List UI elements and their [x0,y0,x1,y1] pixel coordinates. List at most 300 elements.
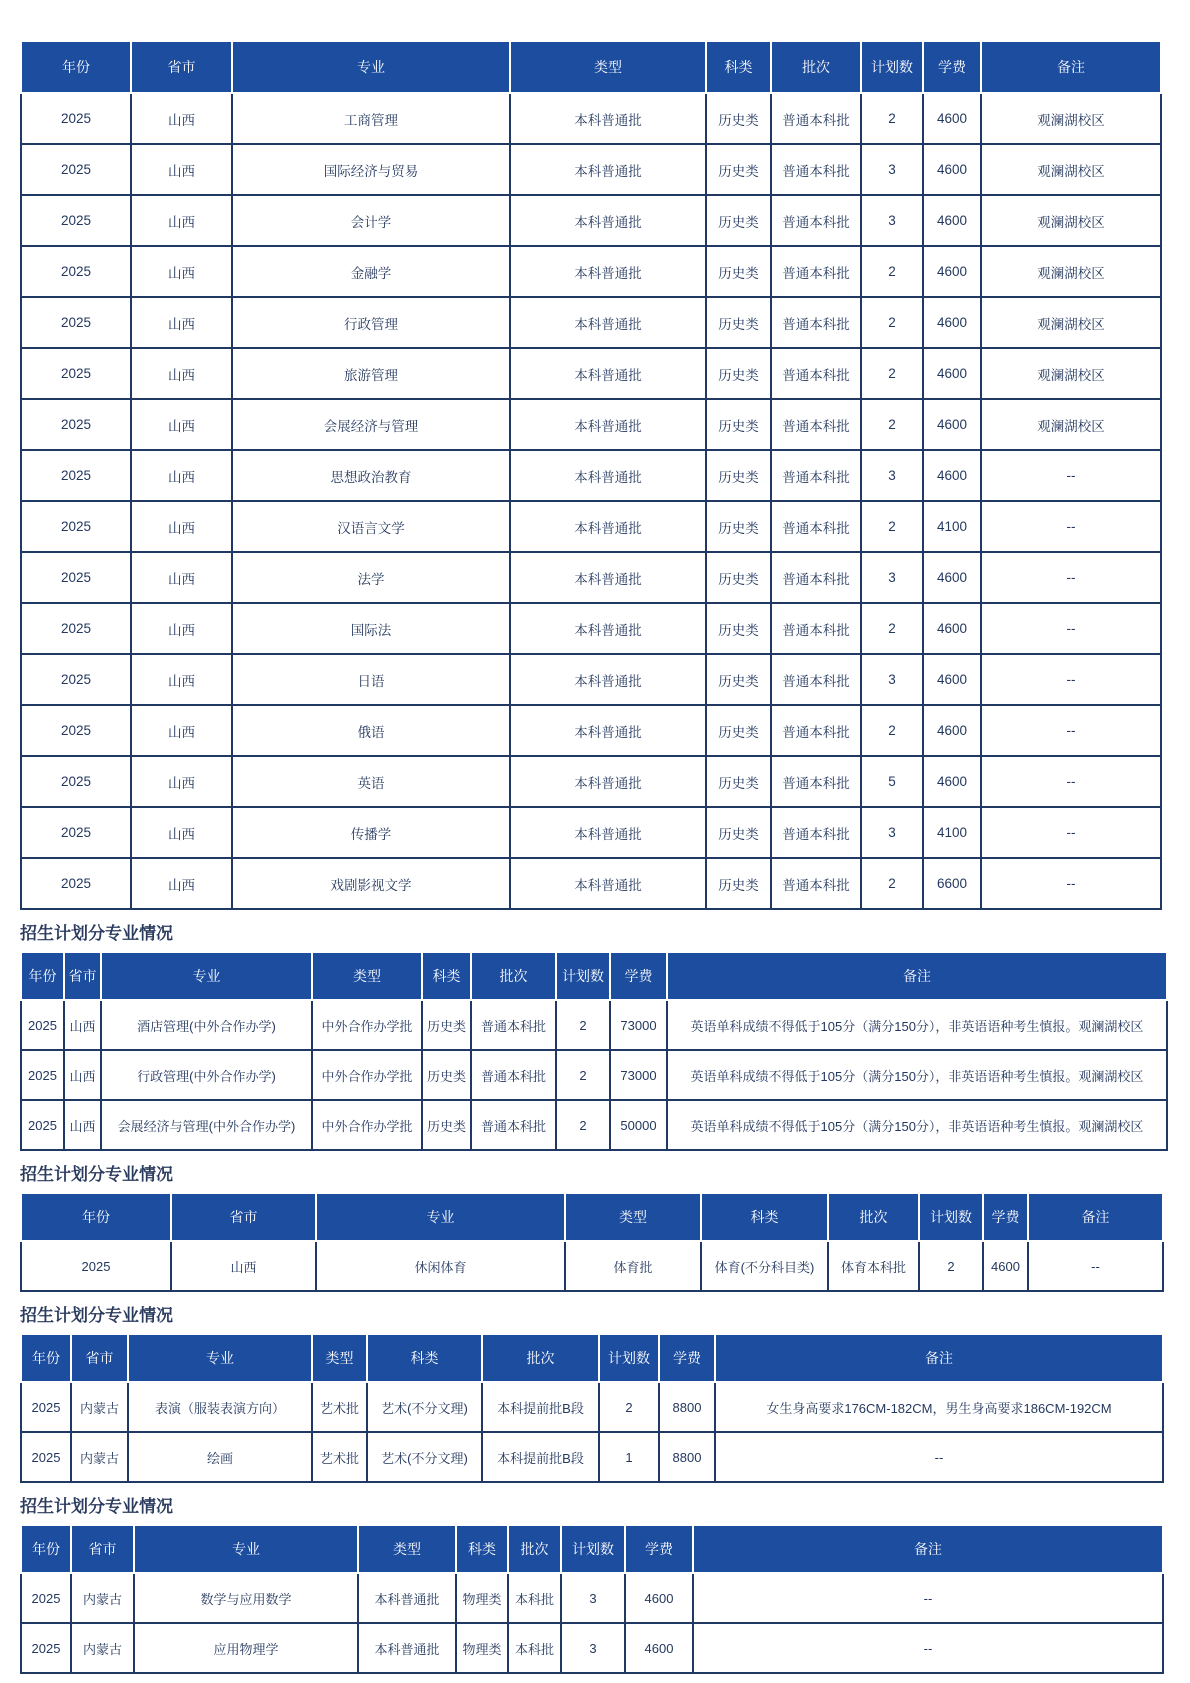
cell: 内蒙古 [71,1623,134,1673]
admission-plan-section-3 [20,1164,1190,1292]
cell: 中外合作办学批 [312,1100,422,1150]
cell: 内蒙古 [71,1573,134,1623]
cell: 历史类 [706,195,771,246]
cell: 4600 [923,93,981,144]
cell: 2025 [21,501,131,552]
column-header: 备注 [1028,1193,1163,1241]
column-header: 科类 [367,1334,482,1382]
cell: 戏剧影视文学 [232,858,510,909]
column-header: 批次 [482,1334,599,1382]
cell: 2025 [21,1050,64,1100]
cell: 普通本科批 [771,756,861,807]
admission-plan-table-sino-foreign [20,951,1168,1151]
cell: 本科普通批 [510,144,706,195]
column-header: 年份 [21,952,64,1000]
cell: 2025 [21,858,131,909]
column-header: 备注 [693,1525,1163,1573]
cell: 行政管理(中外合作办学) [101,1050,312,1100]
cell: 2025 [21,297,131,348]
table-row [21,348,1161,399]
cell: 2025 [21,1382,71,1432]
column-header: 批次 [771,41,861,93]
cell: 观澜湖校区 [981,399,1161,450]
cell: 历史类 [706,450,771,501]
section-title: 招生计划分专业情况 [20,924,173,943]
cell: 思想政治教育 [232,450,510,501]
cell: 普通本科批 [771,195,861,246]
cell: 2025 [21,756,131,807]
column-header: 科类 [706,41,771,93]
cell: 酒店管理(中外合作办学) [101,1000,312,1050]
cell: -- [981,603,1161,654]
cell: -- [981,705,1161,756]
table-row [21,1050,1167,1100]
cell: 2 [861,246,923,297]
table-row [21,603,1161,654]
column-header: 类型 [312,952,422,1000]
cell: 山西 [131,297,232,348]
cell: 历史类 [706,297,771,348]
cell: 2 [861,399,923,450]
cell: 4600 [923,552,981,603]
header-row [21,1525,1163,1573]
column-header: 学费 [610,952,667,1000]
cell: 会展经济与管理 [232,399,510,450]
cell: 中外合作办学批 [312,1050,422,1100]
cell: 中外合作办学批 [312,1000,422,1050]
cell: 3 [861,807,923,858]
cell: -- [693,1623,1163,1673]
cell: 3 [861,654,923,705]
cell: 观澜湖校区 [981,93,1161,144]
cell: 汉语言文学 [232,501,510,552]
cell: 普通本科批 [771,705,861,756]
cell: 2 [556,1000,610,1050]
cell: 历史类 [706,756,771,807]
cell: 4600 [983,1241,1028,1291]
column-header: 计划数 [599,1334,659,1382]
cell: 艺术批 [312,1432,367,1482]
cell: 普通本科批 [771,654,861,705]
cell: 山西 [171,1241,316,1291]
cell: 物理类 [456,1623,508,1673]
cell: 山西 [64,1100,101,1150]
cell: 本科普通批 [510,399,706,450]
cell: 4600 [923,654,981,705]
cell: 英语 [232,756,510,807]
cell: 2025 [21,399,131,450]
header-row [21,41,1161,93]
column-header: 计划数 [861,41,923,93]
cell: 历史类 [706,654,771,705]
cell: 本科普通批 [510,297,706,348]
column-header: 学费 [983,1193,1028,1241]
column-header: 省市 [171,1193,316,1241]
column-header: 学费 [659,1334,715,1382]
column-header: 批次 [828,1193,919,1241]
cell: -- [981,807,1161,858]
admission-plan-section-2 [20,923,1190,1151]
cell: 普通本科批 [771,450,861,501]
cell: 2 [861,348,923,399]
cell: 表演（服装表演方向） [128,1382,312,1432]
cell: 历史类 [706,603,771,654]
table-row [21,1000,1167,1050]
cell: -- [693,1573,1163,1623]
cell: 山西 [131,399,232,450]
cell: 艺术(不分文理) [367,1432,482,1482]
cell: 内蒙古 [71,1382,128,1432]
cell: 普通本科批 [771,552,861,603]
cell: 英语单科成绩不得低于105分（满分150分），非英语语种考生慎报。观澜湖校区 [667,1100,1167,1150]
cell: 2025 [21,705,131,756]
header-row [21,952,1167,1000]
cell: 山西 [131,858,232,909]
cell: 2025 [21,450,131,501]
cell: -- [981,552,1161,603]
cell: 本科普通批 [358,1573,456,1623]
table-row [21,1623,1163,1673]
cell: 2 [861,603,923,654]
cell: 本科普通批 [510,450,706,501]
cell: 观澜湖校区 [981,144,1161,195]
section-title: 招生计划分专业情况 [20,1497,173,1516]
table-row [21,1100,1167,1150]
table-row [21,1382,1163,1432]
cell: 普通本科批 [471,1000,556,1050]
cell: 4600 [923,705,981,756]
cell: 观澜湖校区 [981,195,1161,246]
cell: 50000 [610,1100,667,1150]
column-header: 备注 [667,952,1167,1000]
cell: 山西 [131,195,232,246]
cell: 历史类 [422,1100,471,1150]
cell: 体育批 [565,1241,701,1291]
cell: 2 [861,705,923,756]
cell: 历史类 [422,1000,471,1050]
admission-plan-table-arts [20,1333,1164,1483]
cell: 8800 [659,1432,715,1482]
admission-plan-section-1 [20,40,1190,910]
cell: 物理类 [456,1573,508,1623]
cell: 本科批 [508,1623,561,1673]
cell: 本科普通批 [510,348,706,399]
cell: 山西 [131,144,232,195]
cell: 山西 [64,1050,101,1100]
cell: 8800 [659,1382,715,1432]
table-row [21,1432,1163,1482]
column-header: 年份 [21,1334,71,1382]
column-header: 类型 [312,1334,367,1382]
cell: 金融学 [232,246,510,297]
column-header: 年份 [21,1193,171,1241]
column-header: 学费 [625,1525,693,1573]
cell: 2025 [21,552,131,603]
cell: 女生身高要求176CM-182CM，男生身高要求186CM-192CM [715,1382,1163,1432]
cell: 普通本科批 [771,348,861,399]
cell: -- [981,858,1161,909]
cell: 2025 [21,603,131,654]
cell: 工商管理 [232,93,510,144]
cell: 2025 [21,807,131,858]
cell: 4100 [923,501,981,552]
cell: 山西 [131,756,232,807]
cell: 会计学 [232,195,510,246]
cell: 山西 [131,93,232,144]
cell: 4600 [923,297,981,348]
cell: 2025 [21,654,131,705]
cell: 普通本科批 [771,807,861,858]
cell: 行政管理 [232,297,510,348]
cell: 2025 [21,348,131,399]
cell: 英语单科成绩不得低于105分（满分150分），非英语语种考生慎报。观澜湖校区 [667,1050,1167,1100]
cell: 本科提前批B段 [482,1432,599,1482]
cell: 2025 [21,1100,64,1150]
cell: 山西 [131,450,232,501]
column-header: 计划数 [556,952,610,1000]
table-row [21,93,1161,144]
cell: 1 [599,1432,659,1482]
cell: 普通本科批 [771,144,861,195]
cell: 3 [861,552,923,603]
column-header: 科类 [422,952,471,1000]
cell: 本科普通批 [510,93,706,144]
section-title: 招生计划分专业情况 [20,1306,173,1325]
cell: 观澜湖校区 [981,246,1161,297]
cell: 2025 [21,246,131,297]
column-header: 省市 [64,952,101,1000]
cell: 日语 [232,654,510,705]
cell: 体育(不分科目类) [701,1241,828,1291]
cell: 普通本科批 [771,246,861,297]
table-row [21,552,1161,603]
cell: 4600 [923,348,981,399]
cell: 本科普通批 [510,603,706,654]
cell: 普通本科批 [471,1100,556,1150]
cell: 2025 [21,1623,71,1673]
cell: 历史类 [706,348,771,399]
table-row [21,144,1161,195]
table-row [21,195,1161,246]
cell: 山西 [64,1000,101,1050]
cell: 普通本科批 [771,603,861,654]
cell: -- [1028,1241,1163,1291]
cell: 2 [599,1382,659,1432]
cell: 山西 [131,807,232,858]
cell: 2025 [21,195,131,246]
cell: 旅游管理 [232,348,510,399]
cell: 本科普通批 [510,705,706,756]
cell: 英语单科成绩不得低于105分（满分150分），非英语语种考生慎报。观澜湖校区 [667,1000,1167,1050]
cell: 2025 [21,1000,64,1050]
cell: 2 [861,93,923,144]
cell: 本科普通批 [510,756,706,807]
cell: -- [981,756,1161,807]
admission-plan-table-sports [20,1192,1164,1292]
cell: 山西 [131,246,232,297]
cell: 4600 [923,603,981,654]
cell: 4600 [923,450,981,501]
cell: 普通本科批 [771,297,861,348]
cell: 4600 [923,246,981,297]
cell: 历史类 [706,858,771,909]
cell: 2025 [21,1241,171,1291]
cell: 历史类 [706,807,771,858]
cell: 本科批 [508,1573,561,1623]
cell: -- [981,654,1161,705]
cell: -- [715,1432,1163,1482]
column-header: 科类 [701,1193,828,1241]
column-header: 年份 [21,1525,71,1573]
table-row [21,399,1161,450]
table-row [21,807,1161,858]
cell: 国际法 [232,603,510,654]
column-header: 类型 [510,41,706,93]
cell: -- [981,501,1161,552]
cell: 本科普通批 [510,858,706,909]
table-row [21,756,1161,807]
cell: 体育本科批 [828,1241,919,1291]
cell: 休闲体育 [316,1241,565,1291]
cell: 普通本科批 [471,1050,556,1100]
cell: 73000 [610,1000,667,1050]
cell: 本科普通批 [510,807,706,858]
cell: 传播学 [232,807,510,858]
cell: 普通本科批 [771,399,861,450]
table-row [21,1241,1163,1291]
cell: 俄语 [232,705,510,756]
cell: 山西 [131,501,232,552]
cell: 2 [556,1100,610,1150]
cell: 6600 [923,858,981,909]
cell: 本科提前批B段 [482,1382,599,1432]
cell: 历史类 [706,705,771,756]
table-row [21,654,1161,705]
header-row [21,1193,1163,1241]
cell: 本科普通批 [510,654,706,705]
cell: 会展经济与管理(中外合作办学) [101,1100,312,1150]
cell: 2 [556,1050,610,1100]
column-header: 计划数 [919,1193,983,1241]
column-header: 类型 [565,1193,701,1241]
cell: 历史类 [706,501,771,552]
section-title: 招生计划分专业情况 [20,1165,173,1184]
column-header: 学费 [923,41,981,93]
column-header: 省市 [131,41,232,93]
column-header: 备注 [715,1334,1163,1382]
cell: 3 [561,1573,625,1623]
table-row [21,858,1161,909]
cell: 普通本科批 [771,501,861,552]
table-row [21,1573,1163,1623]
cell: 历史类 [706,246,771,297]
cell: 历史类 [706,93,771,144]
column-header: 批次 [508,1525,561,1573]
cell: 艺术批 [312,1382,367,1432]
cell: 山西 [131,654,232,705]
column-header: 省市 [71,1334,128,1382]
cell: 山西 [131,552,232,603]
column-header: 科类 [456,1525,508,1573]
column-header: 年份 [21,41,131,93]
cell: 3 [861,450,923,501]
cell: 3 [561,1623,625,1673]
column-header: 专业 [232,41,510,93]
cell: 73000 [610,1050,667,1100]
cell: 本科普通批 [510,552,706,603]
column-header: 类型 [358,1525,456,1573]
cell: 本科普通批 [510,501,706,552]
cell: 应用物理学 [134,1623,358,1673]
cell: 艺术(不分文理) [367,1382,482,1432]
table-row [21,246,1161,297]
cell: 观澜湖校区 [981,297,1161,348]
table-row [21,705,1161,756]
cell: 2025 [21,1573,71,1623]
cell: 4600 [923,195,981,246]
table-row [21,450,1161,501]
cell: 普通本科批 [771,858,861,909]
cell: 本科普通批 [510,246,706,297]
admission-plan-table-general [20,40,1162,910]
column-header: 专业 [101,952,312,1000]
admission-plan-section-5 [20,1496,1190,1674]
cell: 山西 [131,603,232,654]
cell: 历史类 [706,399,771,450]
column-header: 备注 [981,41,1161,93]
cell: 2 [919,1241,983,1291]
cell: 历史类 [706,552,771,603]
cell: -- [981,450,1161,501]
cell: 2025 [21,93,131,144]
cell: 山西 [131,348,232,399]
cell: 本科普通批 [358,1623,456,1673]
cell: 普通本科批 [771,93,861,144]
cell: 山西 [131,705,232,756]
table-row [21,501,1161,552]
column-header: 专业 [134,1525,358,1573]
cell: 历史类 [422,1050,471,1100]
cell: 法学 [232,552,510,603]
admission-plan-table-science [20,1524,1164,1674]
cell: 4600 [923,399,981,450]
table-row [21,297,1161,348]
header-row [21,1334,1163,1382]
cell: 2025 [21,1432,71,1482]
column-header: 省市 [71,1525,134,1573]
cell: 2 [861,858,923,909]
cell: 4600 [923,144,981,195]
column-header: 专业 [128,1334,312,1382]
cell: 绘画 [128,1432,312,1482]
cell: 3 [861,144,923,195]
cell: 4600 [923,756,981,807]
column-header: 专业 [316,1193,565,1241]
cell: 4600 [625,1573,693,1623]
cell: 国际经济与贸易 [232,144,510,195]
cell: 2025 [21,144,131,195]
cell: 本科普通批 [510,195,706,246]
column-header: 批次 [471,952,556,1000]
cell: 观澜湖校区 [981,348,1161,399]
cell: 4600 [625,1623,693,1673]
cell: 2 [861,501,923,552]
cell: 5 [861,756,923,807]
cell: 数学与应用数学 [134,1573,358,1623]
cell: 3 [861,195,923,246]
cell: 4100 [923,807,981,858]
column-header: 计划数 [561,1525,625,1573]
